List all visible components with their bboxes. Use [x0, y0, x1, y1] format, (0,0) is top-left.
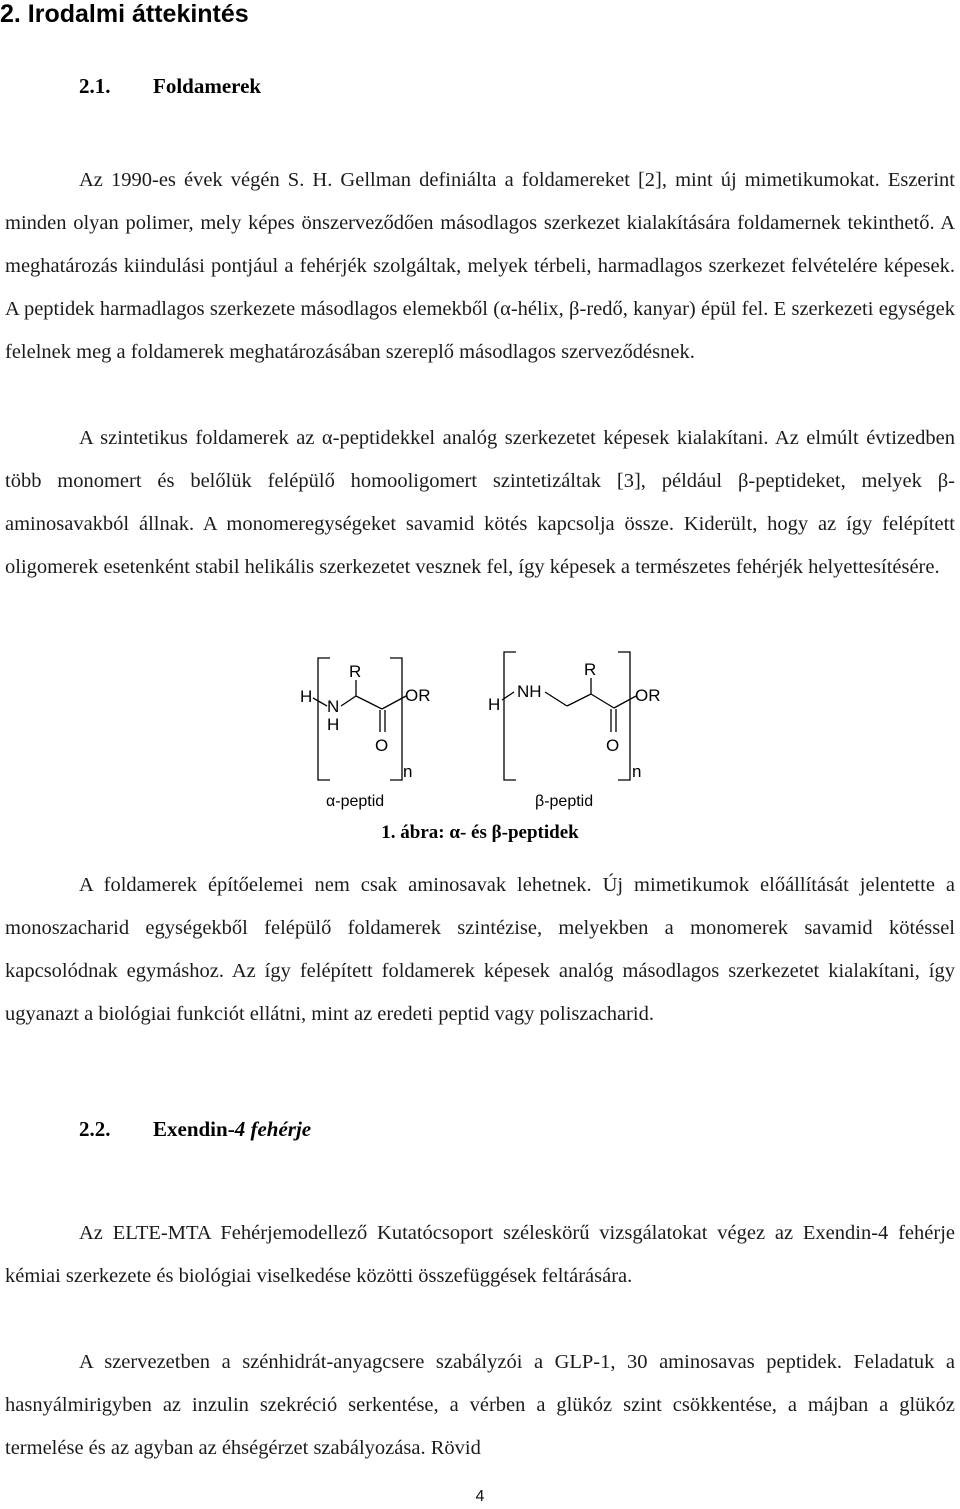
section-title-italic: 4 fehérje [234, 1117, 312, 1141]
paragraph-synthetic-foldamers: A szintetikus foldamerek az α-peptidekkel analóg szerkezetet képesek kialakítani. Az elmúlt évtizedben több monomert és belőlük felépülő homooligomert szintetizáltak [3], például β-peptideket, melyek β-aminosavakból állnak. A monomeregységeket savamid kötés kapcsolja össze. Kiderült, hogy az így felépített oligomerek esetenként stabil helikális szerkezetet vesznek fel, így képesek a természetes fehérjék helyettesítésére. [5, 427, 955, 579]
peptide-structures-figure [0, 640, 960, 820]
alpha-n: N [327, 697, 340, 716]
beta-peptide-label: β-peptid [535, 793, 594, 810]
figure-caption: 1. ábra: α- és β-peptidek [381, 822, 579, 843]
alpha-h-left: H [300, 687, 313, 706]
paragraph-gellman: Az 1990-es évek végén S. H. Gellman definiálta a foldamereket [2], mint új mimetikumokat. Eszerint minden olyan polimer, mely képes önszerveződően másodlagos szerkezet kialakítására foldamernek tekinthető. A meghatározás kiindulási pontjául a fehérjék szolgáltak, melyek térbeli, harmadlagos szerkezet felvételére képesek. A peptidek harmadlagos szerkezete másodlagos elemekből (α-hélix, β-redő, kanyar) épül fel. E szerkezeti egységek felelnek meg a foldamerek meghatározásában szereplő másodlagos szerveződésnek. [5, 169, 955, 364]
section-heading-exendin [79, 1116, 311, 1142]
beta-n-subscript: n [632, 762, 642, 781]
alpha-r: R [349, 662, 362, 681]
beta-r: R [584, 660, 597, 679]
beta-h-left: H [488, 695, 501, 714]
paragraph-monosaccharide: A foldamerek építőelemei nem csak aminosavak lehetnek. Új mimetikumok előállítását jelentette a monoszacharid egységekből felépülő foldamerek szintézise, melyekben a monomerek savamid kötéssel kapcsolódnak egymáshoz. Az így felépített foldamerek képesek analóg másodlagos szerkezetet kialakítani, így ugyanazt a biológiai funkciót ellátni, mint az eredeti peptid vagy poliszacharid. [5, 874, 955, 1026]
beta-o: O [606, 736, 620, 755]
section-title: Exendin- [153, 1117, 235, 1141]
beta-nh: NH [517, 682, 542, 701]
paragraph-glp1: A szervezetben a szénhidrát-anyagcsere szabályzói a GLP-1, 30 aminosavas peptidek. Feladatuk a hasnyálmirigyben az inzulin szekréció serkentése, a vérben a glükóz szint csökkentése, a májban a glükóz termelése és az agyban az éhségérzet szabályozása. Rövid [5, 1351, 955, 1460]
section-number: 2.1. [79, 74, 111, 98]
chapter-heading: 2. Irodalmi áttekintés [0, 0, 249, 28]
section-title: Foldamerek [153, 74, 262, 98]
page-number: 4 [475, 1488, 485, 1505]
alpha-h-below: H [327, 715, 340, 734]
section-heading-foldamerek [79, 73, 261, 99]
alpha-peptide-label: α-peptid [326, 793, 385, 810]
beta-or: OR [635, 686, 661, 705]
alpha-o: O [375, 736, 389, 755]
alpha-or: OR [405, 686, 431, 705]
alpha-n-subscript: n [403, 762, 413, 781]
section-number: 2.2. [79, 1117, 111, 1141]
paragraph-elte-mta: Az ELTE-MTA Fehérjemodellező Kutatócsoport széleskörű vizsgálatokat végez az Exendin-4 fehérje kémiai szerkezete és biológiai viselkedése közötti összefüggések feltárására. [5, 1222, 955, 1288]
